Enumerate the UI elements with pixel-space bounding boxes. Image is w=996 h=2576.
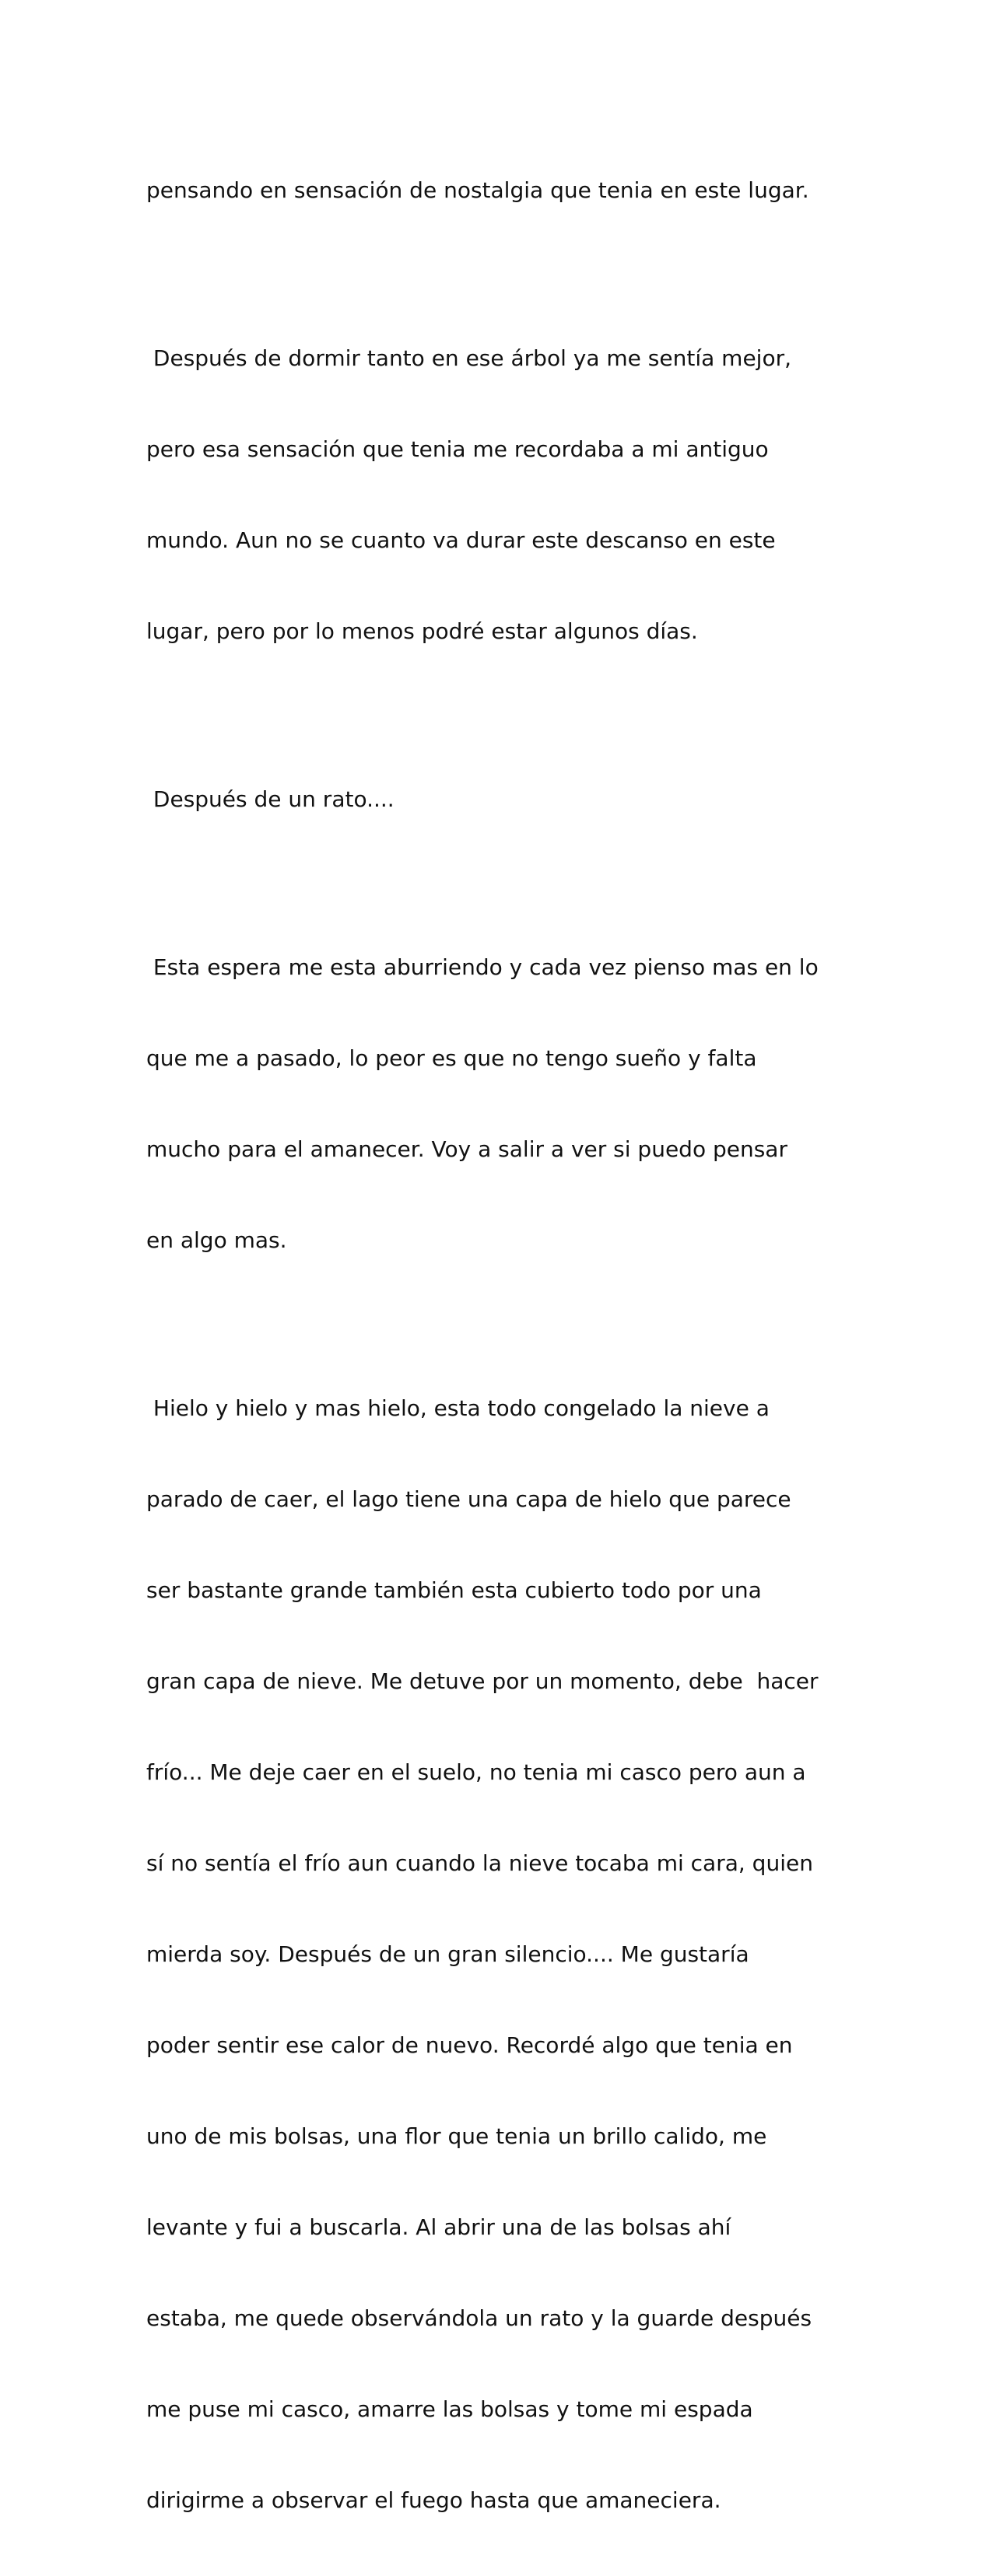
text-line: que me a pasado, lo peor es que no tengo sueño y falta [146,1045,757,1071]
text-line: poder sentir ese calor de nuevo. Recordé algo que tenia en [146,2032,793,2058]
text-line: en algo mas. [146,1227,287,1253]
paragraph-3 [146,723,862,875]
text-line: levante y fui a buscarla. Al abrir una de las bolsas ahí [146,2214,731,2240]
text-line: parado de caer, el lago tiene una capa de hielo que parece [146,1486,791,1512]
text-line: dirigirme a observar el fuego hasta que amaneciera. [146,2487,721,2513]
text-line: mucho para el amanecer. Voy a salir a ver si puedo pensar [146,1136,787,1162]
body-text [146,114,862,2576]
text-line: estaba, me quede observándola un rato y la guarde después [146,2305,812,2331]
text-line: frío... Me deje caer en el suelo, no tenia mi casco pero aun a [146,1759,806,1785]
text-line: uno de mis bolsas, una flor que tenia un brillo calido, me [146,2123,767,2149]
text-line: pensando en sensación de nostalgia que tenia en este lugar. [146,177,809,203]
text-line: sí no sentía el frío aun cuando la nieve tocaba mi cara, quien [146,1850,813,1876]
paragraph-4 [146,891,862,1316]
text-line: Esta espera me esta aburriendo y cada vez pienso mas en lo [146,954,819,980]
text-line: mundo. Aun no se cuanto va durar este descanso en este [146,527,776,553]
text-line: ser bastante grande también esta cubierto todo por una [146,1577,762,1603]
paragraph-5 [146,1332,862,2576]
text-line: pero esa sensación que tenia me recordaba a mi antiguo [146,436,769,462]
text-line: Hielo y hielo y mas hielo, esta todo congelado la nieve a [146,1395,770,1421]
text-line: me puse mi casco, amarre las bolsas y tome mi espada [146,2396,753,2422]
text-line: gran capa de nieve. Me detuve por un momento, debe hacer [146,1668,819,1694]
text-line: Después de dormir tanto en ese árbol ya me sentía mejor, [146,345,791,371]
paragraph-1 [146,114,862,266]
text-line: lugar, pero por lo menos podré estar algunos días. [146,618,698,644]
text-line: mierda soy. Después de un gran silencio.... Me gustaría [146,1941,749,1967]
paragraph-2 [146,282,862,707]
text-line: Después de un rato.... [146,786,395,812]
